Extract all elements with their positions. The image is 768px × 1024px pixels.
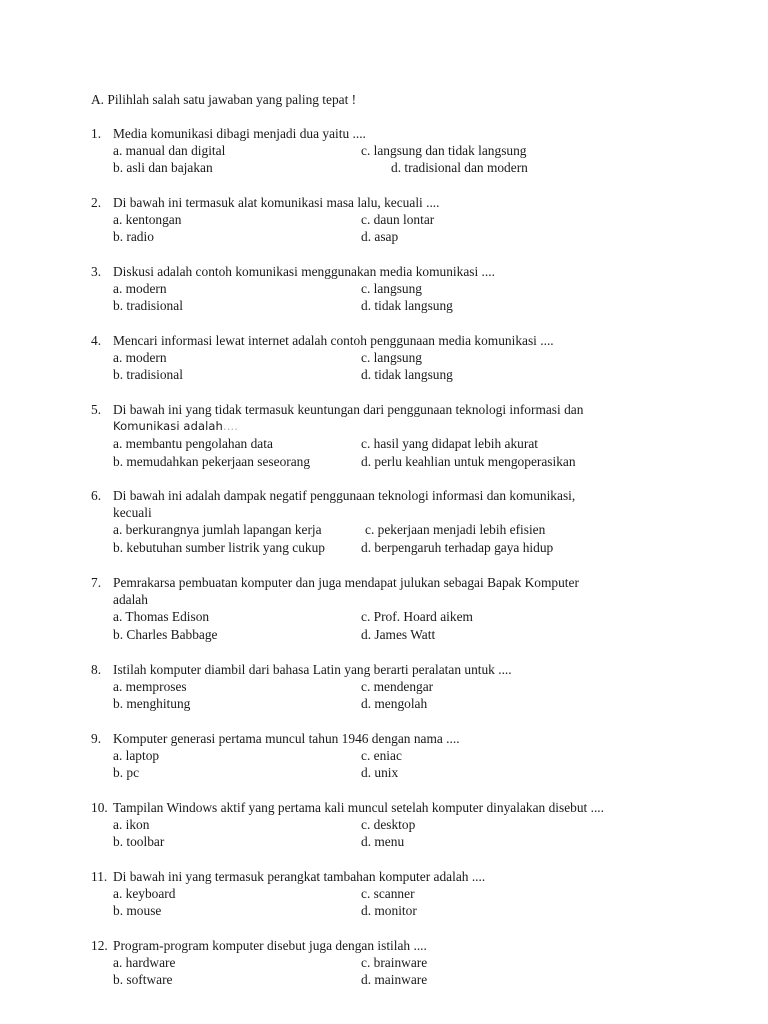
option-d: d. mengolah (361, 696, 428, 712)
option-d: d. asap (361, 229, 399, 245)
option-d: d. monitor (361, 903, 417, 919)
option-d: d. tidak langsung (361, 367, 453, 383)
option-d: d. James Watt (361, 626, 436, 642)
question-text-continuation: kecuali (113, 505, 152, 521)
question-text: Istilah komputer diambil dari bahasa Latin yang berarti peralatan untuk .... (113, 662, 512, 677)
option-a: a. Thomas Edison (113, 609, 210, 625)
question-text: Tampilan Windows aktif yang pertama kali muncul setelah komputer dinyalakan disebut .... (113, 800, 604, 815)
option-c: c. Prof. Hoard aikem (361, 609, 473, 625)
option-a: a. hardware (113, 955, 176, 971)
question-7 (91, 574, 711, 643)
option-a: a. membantu pengolahan data (113, 436, 273, 452)
option-d: d. tidak langsung (361, 298, 453, 314)
option-d: d. perlu keahlian untuk mengoperasikan (361, 453, 576, 469)
question-number: 9. (91, 731, 102, 746)
question-number: 7. (91, 575, 102, 590)
question-number: 1. (91, 126, 102, 141)
option-c: c. daun lontar (361, 212, 435, 228)
option-c: c. pekerjaan menjadi lebih efisien (365, 522, 546, 538)
question-text: Di bawah ini yang tidak termasuk keuntungan dari penggunaan teknologi informasi dan (113, 402, 584, 417)
question-12 (91, 937, 711, 989)
question-text: Di bawah ini termasuk alat komunikasi masa lalu, kecuali .... (113, 195, 440, 210)
question-10 (91, 799, 711, 851)
option-c: c. eniac (361, 748, 402, 764)
question-text-continuation: adalah (113, 592, 148, 608)
option-d: d. tradisional dan modern (391, 160, 528, 176)
option-c: c. hasil yang didapat lebih akurat (361, 436, 538, 452)
question-number: 4. (91, 333, 102, 348)
option-d: d. menu (361, 834, 405, 850)
question-number: 3. (91, 264, 102, 279)
option-b: b. asli dan bajakan (113, 160, 213, 176)
question-text: Di bawah ini adalah dampak negatif penggunaan teknologi informasi dan komunikasi, (113, 488, 576, 503)
question-number: 6. (91, 488, 102, 503)
option-c: c. mendengar (361, 679, 434, 695)
question-text: Mencari informasi lewat internet adalah contoh penggunaan media komunikasi .... (113, 333, 554, 348)
question-5 (91, 401, 711, 470)
option-a: a. memproses (113, 679, 187, 695)
option-b: b. mouse (113, 903, 162, 919)
question-number: 8. (91, 662, 102, 677)
question-9 (91, 730, 711, 782)
option-a: a. laptop (113, 748, 160, 764)
option-d: d. unix (361, 765, 399, 781)
question-2 (91, 194, 711, 246)
question-text: Di bawah ini yang termasuk perangkat tambahan komputer adalah .... (113, 869, 486, 884)
option-a: a. kentongan (113, 212, 182, 228)
option-a: a. modern (113, 281, 167, 297)
question-number: 10. (91, 800, 108, 815)
option-c: c. langsung dan tidak langsung (361, 143, 527, 159)
question-text: Program-program komputer disebut juga dengan istilah .... (113, 938, 427, 953)
question-text: Media komunikasi dibagi menjadi dua yaitu .... (113, 126, 366, 141)
option-c: c. desktop (361, 817, 416, 833)
option-b: b. tradisional (113, 367, 183, 383)
question-text-continuation: Komunikasi adalah (113, 419, 223, 434)
option-a: a. manual dan digital (113, 143, 226, 159)
question-text: Komputer generasi pertama muncul tahun 1946 dengan nama .... (113, 731, 460, 746)
question-4 (91, 332, 711, 384)
option-b: b. menghitung (113, 696, 191, 712)
question-ellipsis: .... (222, 419, 238, 434)
option-c: c. brainware (361, 955, 428, 971)
question-text: Pemrakarsa pembuatan komputer dan juga mendapat julukan sebagai Bapak Komputer (113, 575, 579, 590)
option-a: a. keyboard (113, 886, 176, 902)
option-a: a. ikon (113, 817, 150, 833)
option-b: b. toolbar (113, 834, 165, 850)
question-number: 5. (91, 402, 102, 417)
option-b: b. kebutuhan sumber listrik yang cukup (113, 539, 325, 555)
option-b: b. pc (113, 765, 140, 781)
question-11 (91, 868, 711, 920)
question-8 (91, 661, 711, 713)
question-number: 2. (91, 195, 102, 210)
question-6 (91, 487, 711, 556)
option-b: b. software (113, 972, 173, 988)
option-b: b. tradisional (113, 298, 183, 314)
option-b: b. radio (113, 229, 154, 245)
question-number: 12. (91, 938, 108, 953)
question-text: Diskusi adalah contoh komunikasi menggunakan media komunikasi .... (113, 264, 495, 279)
option-b: b. memudahkan pekerjaan seseorang (113, 453, 311, 469)
option-c: c. scanner (361, 886, 415, 902)
option-a: a. berkurangnya jumlah lapangan kerja (113, 522, 322, 538)
option-d: d. berpengaruh terhadap gaya hidup (361, 539, 554, 555)
section-heading: A. Pilihlah salah satu jawaban yang paling tepat ! (91, 92, 357, 107)
option-a: a. modern (113, 350, 167, 366)
option-c: c. langsung (361, 350, 422, 366)
question-1 (91, 125, 711, 177)
option-d: d. mainware (361, 972, 428, 988)
question-3 (91, 263, 711, 315)
option-c: c. langsung (361, 281, 422, 297)
question-number: 11. (91, 869, 108, 884)
option-b: b. Charles Babbage (113, 626, 218, 642)
